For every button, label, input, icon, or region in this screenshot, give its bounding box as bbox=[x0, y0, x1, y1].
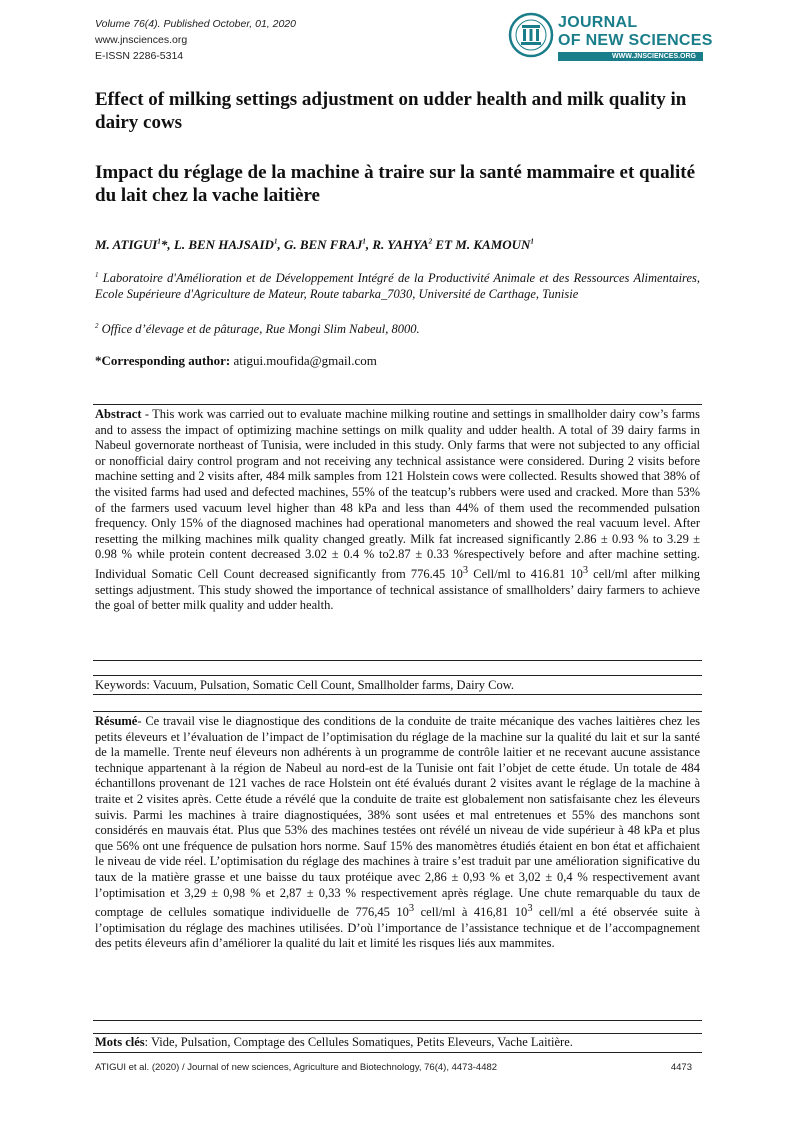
corresponding-email[interactable]: atigui.moufida@gmail.com bbox=[233, 353, 377, 368]
author-affil-sup: 1 bbox=[157, 237, 161, 246]
corresponding-mark: * bbox=[160, 237, 168, 252]
mots-cles-label: Mots clés bbox=[95, 1035, 145, 1049]
resume-paragraph bbox=[95, 714, 700, 952]
keywords-text: Keywords: Vacuum, Pulsation, Somatic Cell Count, Smallholder farms, Dairy Cow. bbox=[95, 678, 515, 692]
affiliation-sup: 1 bbox=[95, 271, 99, 279]
page-footer bbox=[95, 1062, 700, 1073]
journal-emblem-icon bbox=[508, 12, 554, 58]
journal-name-line1: JOURNAL bbox=[558, 14, 638, 31]
website-link[interactable]: www.jnsciences.org bbox=[95, 34, 188, 46]
resume-label: Résumé bbox=[95, 714, 138, 728]
title-french: Impact du réglage de la machine à traire sur la santé mammaire et qualité du lait chez la vache laitière bbox=[95, 162, 696, 206]
abstract-text-mid: Cell/ml to 416.81 10 bbox=[468, 567, 583, 582]
journal-name-line2: OF NEW SCIENCES bbox=[558, 32, 713, 49]
author-list bbox=[95, 237, 534, 253]
mots-cles-text: : Vide, Pulsation, Comptage des Cellules Somatiques, Petits Eleveurs, Vache Laitière. bbox=[144, 1035, 573, 1049]
page-number: 4473 bbox=[670, 1062, 692, 1073]
corresponding-author bbox=[95, 353, 377, 369]
logo-url: WWW.JNSCIENCES.ORG bbox=[612, 53, 697, 60]
abstract-label: Abstract bbox=[95, 407, 142, 421]
keywords-section bbox=[93, 675, 702, 695]
footer-citation: ATIGUI et al. (2020) / Journal of new sciences, Agriculture and Biotechnology, 76(4), 4473-4482 bbox=[95, 1062, 498, 1073]
abstract-sup: 3 bbox=[582, 564, 589, 576]
abstract-paragraph bbox=[95, 407, 700, 614]
affiliation-text: Laboratoire d'Amélioration et de Développement Intégré de la Productivité Animale et des Ressources Alimentaires, Ecole Supérieure d'Agriculture de Mateur, Route tabarka_7030, Université de Carthage, Tunisie bbox=[95, 271, 700, 302]
author-affil-sup: 1 bbox=[530, 237, 534, 246]
volume-info: Volume 76(4). Published October, 01, 2020 bbox=[95, 18, 296, 30]
author-affil-sup: 2 bbox=[428, 237, 433, 246]
author-separator: , bbox=[277, 237, 284, 252]
author-name: R. YAHYA bbox=[372, 237, 429, 252]
author-separator-last: ET bbox=[432, 237, 456, 252]
author-affil-sup: 1 bbox=[273, 237, 278, 246]
abstract-section bbox=[93, 404, 702, 661]
author-separator: , bbox=[365, 237, 373, 252]
abstract-text-lead: - This work was carried out to evaluate machine milking routine and settings in smallholder dairy cow’s farms and to assess the impact of optimizing machine settings on milk quality and udder health. A total of 39 dairy farms in Nabeul governorate northeast of Tunisia, were included in this study. Only farms that were not subjected to any official or nonofficial dairy control program and not receiving any technical assistance were considered. During 2 visits before machine setting and 2 visits after, 484 milk samples from 121 Holstein cows were collected. Results showed that 38% of the visited farms had used and defected machines, 55% of the teatcup’s rubbers were used and cracked. More than 53% of the farmers used vacuum level higher than 48 kPa and less than 44% of them used the recommended pulsation frequency. Only 15% of the diagnosed machines had operational manometers and showed the real vacuum level. After resetting the milking machines milk quality changed greatly. Milk fat increased significantly 2.86 ± 0.93 % to 3.29 ± 0.98 % while protein content decreased 3.02 ± 0.4 % to2.87 ± 0.33 %respectively before and after machine setting. Individual Somatic Cell Count decreased significantly from 776.45 10 bbox=[95, 407, 700, 582]
corresponding-label: *Corresponding author: bbox=[95, 353, 231, 368]
affiliation-sup: 2 bbox=[95, 322, 99, 330]
title-english: Effect of milking settings adjustment on udder health and milk quality in dairy cows bbox=[95, 89, 687, 133]
resume-text-lead: - Ce travail vise le diagnostique des conditions de la conduite de traite mécanique des vaches laitières chez les petits éleveurs et l’évaluation de l’impact de l’optimisation du réglage de la machine sur la qualité du lait et sur la santé de la mamelle. Trente neuf éleveurs non adhérents à un programme de contrôle laitier et ne recevant aucune assistance technique appartenant à la région de Nabeul au nord-est de la Tunisie ont fait l’objet de cette étude. Un totale de 484 échantillons provenant de 121 vaches de race Holstein ont été évalués durant 2 visites avant le réglage de la machine à traite et 2 visites après. Cette étude a révélé que la conduite de traite est globalement non satisfaisante chez les éleveurs suivis. Parmi les machines à traire diagnostiquées, 38% sont usées et mal entretenues et 55% des manchons sont considérés en mauvais état. Plus que 53% des machines testées ont révélé un niveau de vide supérieur à 48 kPa et plus que 56% ont une fréquence de pulsation hors norme. Sauf 15% des manomètres étudiés étaient en bon état et affichaient le niveau de vide réel. L’optimisation du réglage des machines à traire s’est traduit par une amélioration significative du taux de la matière grasse et une baisse du taux protéique avec 2,86 ± 0,93 % et 3,02 ± 0,4 % respectivement avant l’optimisation et 3,29 ± 0,98 % et 2,87 ± 0,33 % respectivement après réglage. Une chute remarquable du taux de comptage de cellules somatique individuelle de 776,45 10 bbox=[95, 714, 700, 920]
journal-logo bbox=[508, 12, 713, 66]
author-name: G. BEN FRAJ bbox=[283, 237, 363, 252]
author-name: M. KAMOUN bbox=[455, 237, 531, 252]
affiliation-1 bbox=[95, 267, 700, 302]
affiliation-text: Office d’élevage et de pâturage, Rue Mongi Slim Nabeul, 8000. bbox=[101, 322, 420, 337]
author-name: L. BEN HAJSAID bbox=[173, 237, 274, 252]
resume-section bbox=[93, 711, 702, 1021]
author-name: M. ATIGUI bbox=[95, 237, 158, 252]
author-separator: , bbox=[167, 237, 174, 252]
resume-text-mid: cell/ml à 416,81 10 bbox=[414, 905, 528, 920]
affiliation-2 bbox=[95, 318, 700, 337]
abstract-sup: 3 bbox=[462, 564, 469, 576]
resume-sup: 3 bbox=[527, 903, 533, 915]
mots-cles-section bbox=[93, 1033, 702, 1053]
issn: E-ISSN 2286-5314 bbox=[95, 50, 184, 62]
mots-cles-paragraph bbox=[95, 1035, 700, 1051]
resume-sup: 3 bbox=[408, 903, 415, 915]
author-affil-sup: 1 bbox=[362, 237, 366, 246]
abstract-text-tail: cell/ml after milking settings adjustment. This study showed the importance of technical assistance of smallholders’ dairy farmers to achieve the goal of better milk quality and udder health. bbox=[95, 567, 700, 613]
resume-text-tail: cell/ml a été observée suite à l’optimisation du réglage des machines utilisées. D’où l’importance de l’assistance technique et de l’accompagnement des petits éleveurs afin d’améliorer la qualité du lait et limité les risques liés aux mammites. bbox=[95, 905, 700, 951]
header-meta bbox=[95, 16, 296, 64]
